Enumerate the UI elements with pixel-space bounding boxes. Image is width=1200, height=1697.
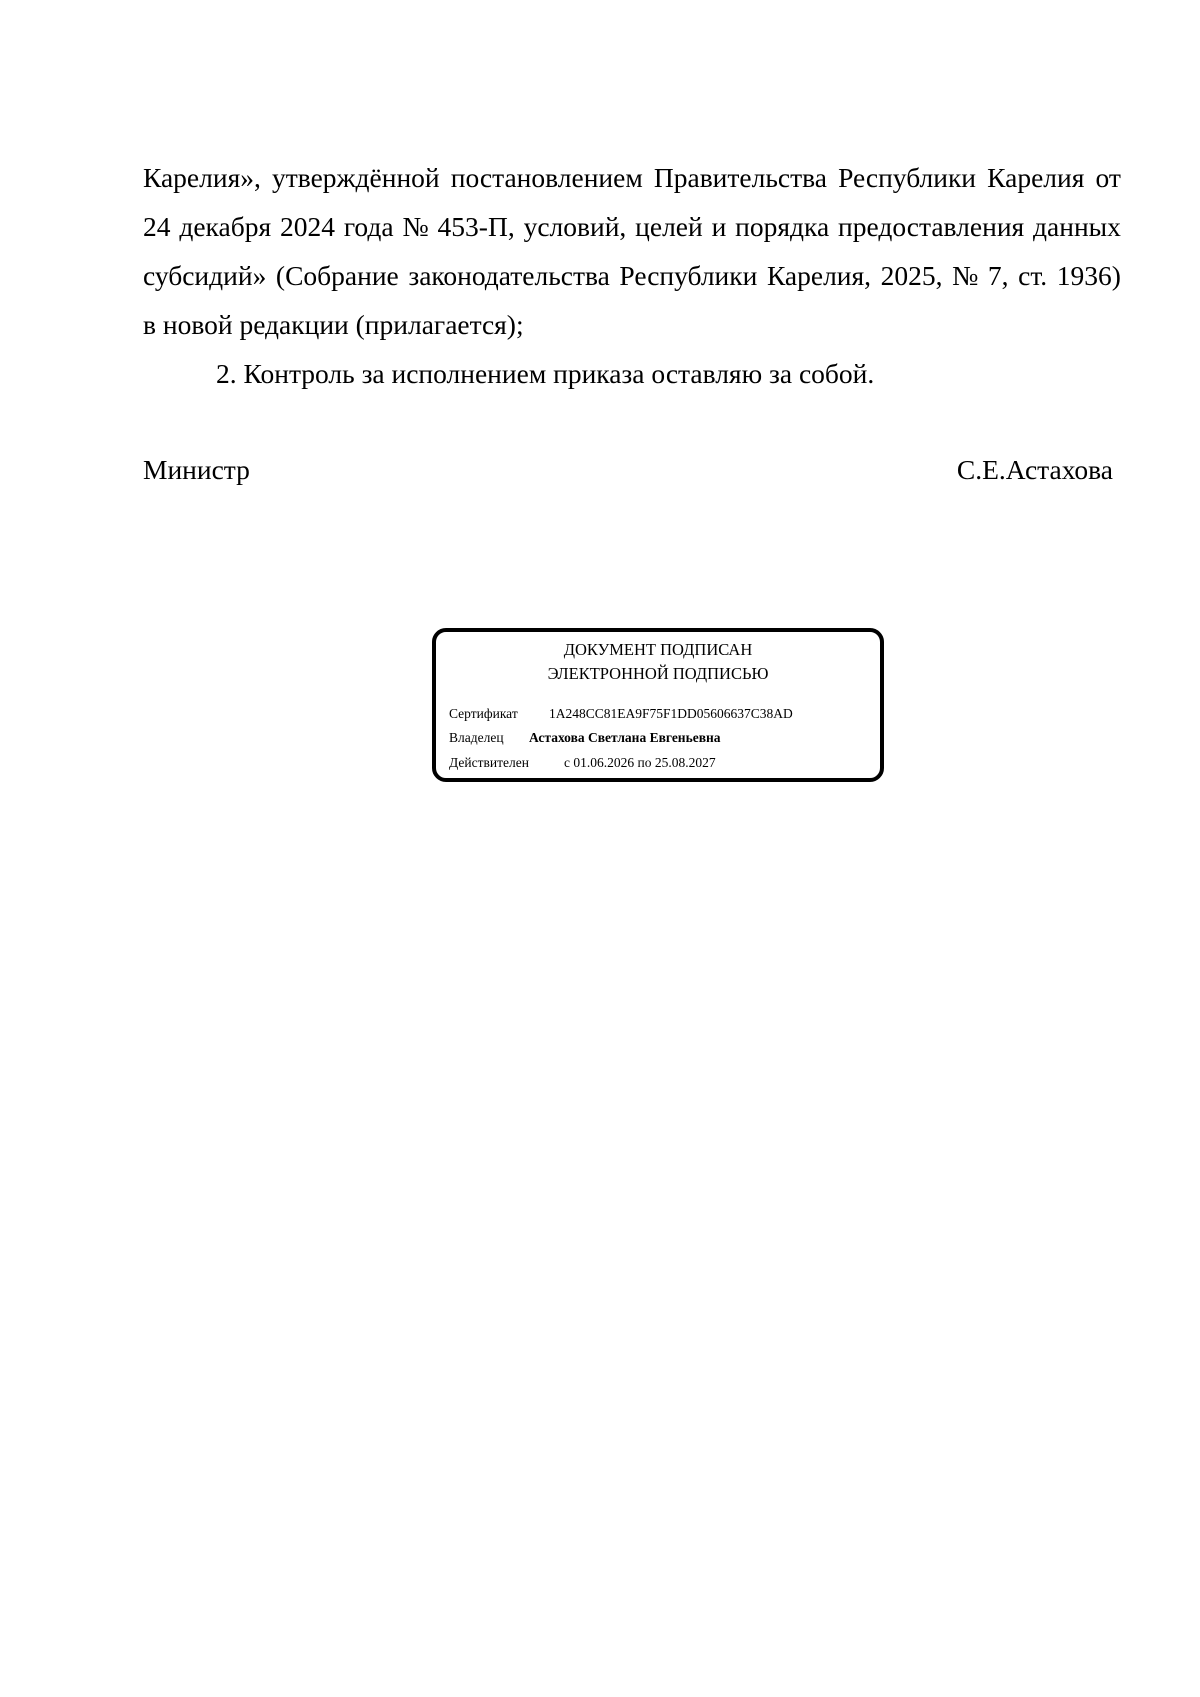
word: законодательства — [408, 260, 610, 291]
word: субсидий» — [143, 260, 267, 291]
word: 2025, — [880, 260, 943, 291]
word: Правительства — [653, 162, 827, 193]
stamp-certificate-row — [449, 704, 793, 724]
stamp-title-line-2: ЭЛЕКТРОННОЙ ПОДПИСЬЮ — [547, 664, 769, 683]
word: ст. — [1018, 260, 1048, 291]
word: постановлением — [450, 162, 643, 193]
word: предоставления — [838, 211, 1025, 242]
body-line-2 — [143, 202, 1121, 251]
word: 2024 — [279, 211, 335, 242]
body-line-4: в новой редакции (прилагается); — [143, 309, 524, 340]
word: Республики — [619, 260, 758, 291]
word: № — [402, 211, 429, 242]
document-body — [143, 153, 1121, 398]
word: Республики — [838, 162, 977, 193]
word: от — [1095, 162, 1121, 193]
signature-block — [143, 450, 1113, 490]
word: Карелия — [987, 162, 1085, 193]
word: года — [343, 211, 394, 242]
valid-value: с 01.06.2026 по 25.08.2027 — [564, 755, 716, 770]
word: (Собрание — [275, 260, 399, 291]
stamp-validity-row — [449, 753, 716, 773]
word: декабря — [179, 211, 272, 242]
certificate-value: 1A248CC81EA9F75F1DD05606637C38AD — [549, 706, 793, 721]
word: 1936) — [1056, 260, 1121, 291]
signatory-name: С.Е.Астахова — [956, 454, 1113, 485]
signatory-title: Министр — [143, 454, 250, 485]
word: 7, — [987, 260, 1009, 291]
word: и — [711, 211, 727, 242]
word: целей — [635, 211, 703, 242]
word: Карелия», — [143, 162, 261, 193]
word: № — [952, 260, 979, 291]
word: 453-П, — [437, 211, 515, 242]
owner-value: Астахова Светлана Евгеньевна — [529, 730, 721, 745]
word: 24 — [143, 211, 171, 242]
word: порядка — [735, 211, 830, 242]
paragraph-2: 2. Контроль за исполнением приказа оставляю за собой. — [216, 358, 875, 389]
word: Карелия, — [766, 260, 872, 291]
body-line-3 — [143, 251, 1121, 300]
word: данных — [1033, 211, 1121, 242]
word: условий, — [523, 211, 627, 242]
owner-label: Владелец — [449, 730, 504, 745]
stamp-title-line-1: ДОКУМЕНТ ПОДПИСАН — [563, 640, 753, 659]
body-line-1 — [143, 153, 1121, 202]
stamp-owner-row — [449, 728, 721, 748]
electronic-signature-stamp — [432, 628, 884, 782]
certificate-label: Сертификат — [449, 706, 518, 721]
valid-label: Действителен — [449, 755, 529, 770]
word: утверждённой — [271, 162, 440, 193]
